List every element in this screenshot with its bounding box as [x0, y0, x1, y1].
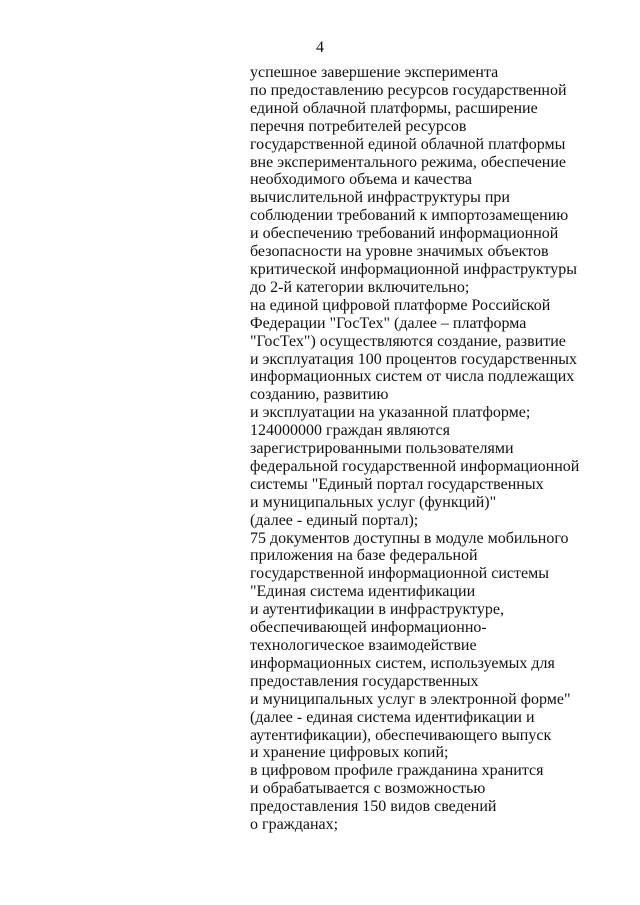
text-line: и муниципальных услуг в электронной форме"	[250, 690, 571, 708]
text-line: федеральной государственной информационной	[250, 457, 580, 475]
text-line: и хранение цифровых копий;	[250, 744, 449, 762]
text-line: вне экспериментального режима, обеспечение	[250, 153, 567, 171]
page-number: 4	[316, 39, 324, 56]
text-line: технологическое взаимодействие	[250, 637, 477, 654]
text-line: информационных систем от числа подлежащих	[250, 368, 575, 386]
text-line: в цифровом профиле гражданина хранится	[250, 762, 544, 780]
text-line: критической информационной инфраструктуры	[250, 260, 578, 278]
text-line: Федерации "ГосТех" (далее – платформа	[250, 314, 527, 332]
text-line: и обрабатывается с возможностью	[250, 780, 486, 798]
text-line: и обеспечению требований информационной	[250, 225, 559, 243]
text-line: приложения на базе федеральной	[250, 547, 478, 565]
text-line: и эксплуатация 100 процентов государственных	[250, 350, 578, 368]
text-line: информационных систем, используемых для	[250, 654, 555, 672]
text-line: 124000000 граждан являются	[250, 422, 450, 440]
text-line: перечня потребителей ресурсов	[250, 117, 467, 135]
text-line: по предоставлению ресурсов государственной	[250, 81, 567, 99]
text-line: предоставления 150 видов сведений	[250, 798, 497, 816]
text-line: необходимого объема и качества	[250, 171, 472, 189]
text-line: аутентификации), обеспечивающего выпуск	[250, 726, 552, 744]
text-line: системы "Единый портал государственных	[250, 475, 544, 493]
text-line: государственной информационной системы	[250, 565, 549, 583]
text-line: безопасности на уровне значимых объектов	[250, 243, 549, 261]
text-line: созданию, развитию	[250, 386, 389, 404]
text-line: успешное завершение эксперимента	[250, 64, 499, 81]
text-line: (далее - единая система идентификации и	[250, 708, 535, 726]
text-line: на единой цифровой платформе Российской	[250, 296, 551, 314]
text-line: соблюдении требований к импортозамещению	[250, 207, 569, 225]
text-line: и эксплуатации на указанной платформе;	[250, 404, 531, 422]
text-line: (далее - единый портал);	[250, 511, 419, 529]
text-line: обеспечивающей информационно-	[250, 619, 487, 637]
text-line: 75 документов доступны в модуле мобильного	[250, 529, 569, 547]
text-line: "Единая система идентификации	[250, 583, 476, 601]
text-line: предоставления государственных	[250, 672, 479, 690]
body-text	[250, 64, 630, 834]
text-line: о гражданах;	[250, 816, 339, 834]
text-line: "ГосТех") осуществляются создание, развитие	[250, 332, 566, 350]
text-line: зарегистрированными пользователями	[250, 440, 514, 458]
text-line: и аутентификации в инфраструктуре,	[250, 601, 504, 619]
text-line: и муниципальных услуг (функций)"	[250, 493, 497, 511]
text-line: единой облачной платформы, расширение	[250, 99, 538, 117]
text-line: вычислительной инфраструктуры при	[250, 189, 510, 207]
text-line: государственной единой облачной платформы	[250, 135, 566, 153]
text-line: до 2-й категории включительно;	[250, 278, 470, 296]
